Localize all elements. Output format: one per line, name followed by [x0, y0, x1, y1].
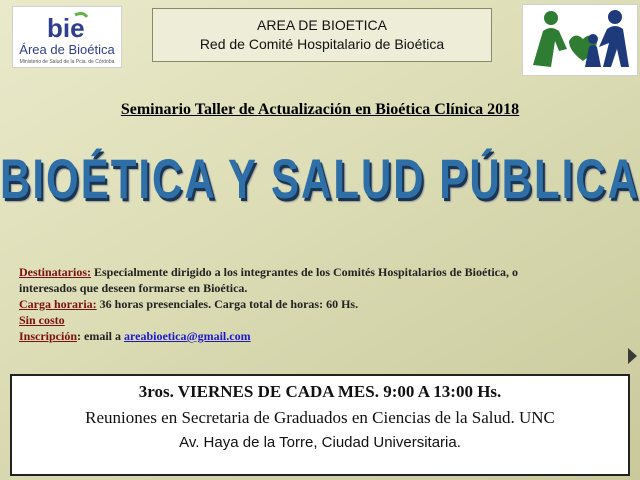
logo-subtitle: Ministerio de Salud de la Pcia. de Córdoba: [19, 59, 115, 65]
bioetica-area-logo: [12, 6, 122, 68]
carga-label: Carga horaria:: [19, 297, 97, 311]
schedule-line: 3ros. VIERNES DE CADA MES. 9:00 A 13:00 Hs.: [138, 382, 502, 401]
inscripcion-row: [19, 328, 619, 344]
seminar-title: Seminario Taller de Actualización en Bioética Clínica 2018: [120, 101, 520, 118]
address-line: Av. Haya de la Torre, Ciudad Universitaria.: [179, 434, 461, 451]
email-link[interactable]: areabioetica@gmail.com: [124, 329, 251, 343]
carga-text: 36 horas presenciales. Carga total de horas: 60 Hs.: [96, 297, 359, 311]
destinatarios-row: [19, 264, 619, 280]
next-slide-arrow-icon[interactable]: [628, 348, 637, 364]
destinatarios-text-2: interesados que deseen formarse en Bioética.: [19, 281, 248, 295]
destinatarios-text-1: Especialmente dirigido a los integrantes de los Comités Hospitalarios de Bioética, o: [91, 265, 518, 279]
header-line-1: AREA DE BIOETICA: [257, 17, 387, 33]
main-title: BIOÉTICA Y SALUD PÚBLICA: [0, 148, 640, 211]
logo-mark-text: bie: [47, 13, 85, 43]
costo-row: [19, 312, 619, 328]
inscripcion-text: : email a: [77, 329, 125, 343]
family-people-icon: [523, 5, 637, 75]
logo-name: Área de Bioética: [19, 42, 115, 57]
costo-label: Sin costo: [19, 313, 65, 327]
family-logo: [522, 4, 638, 76]
header-box: [152, 8, 492, 62]
venue-line: Reuniones en Secretaria de Graduados en Ciencias de la Salud. UNC: [85, 408, 555, 427]
header-line-2: Red de Comité Hospitalario de Bioética: [199, 36, 445, 52]
carga-row: [19, 296, 619, 312]
info-section: [19, 264, 619, 344]
schedule-box: [10, 374, 630, 476]
destinatarios-row-2: [19, 280, 619, 296]
destinatarios-label: Destinatarios:: [19, 265, 91, 279]
inscripcion-label: Inscripción: [19, 329, 78, 343]
bioetica-logo-icon: [45, 11, 89, 45]
